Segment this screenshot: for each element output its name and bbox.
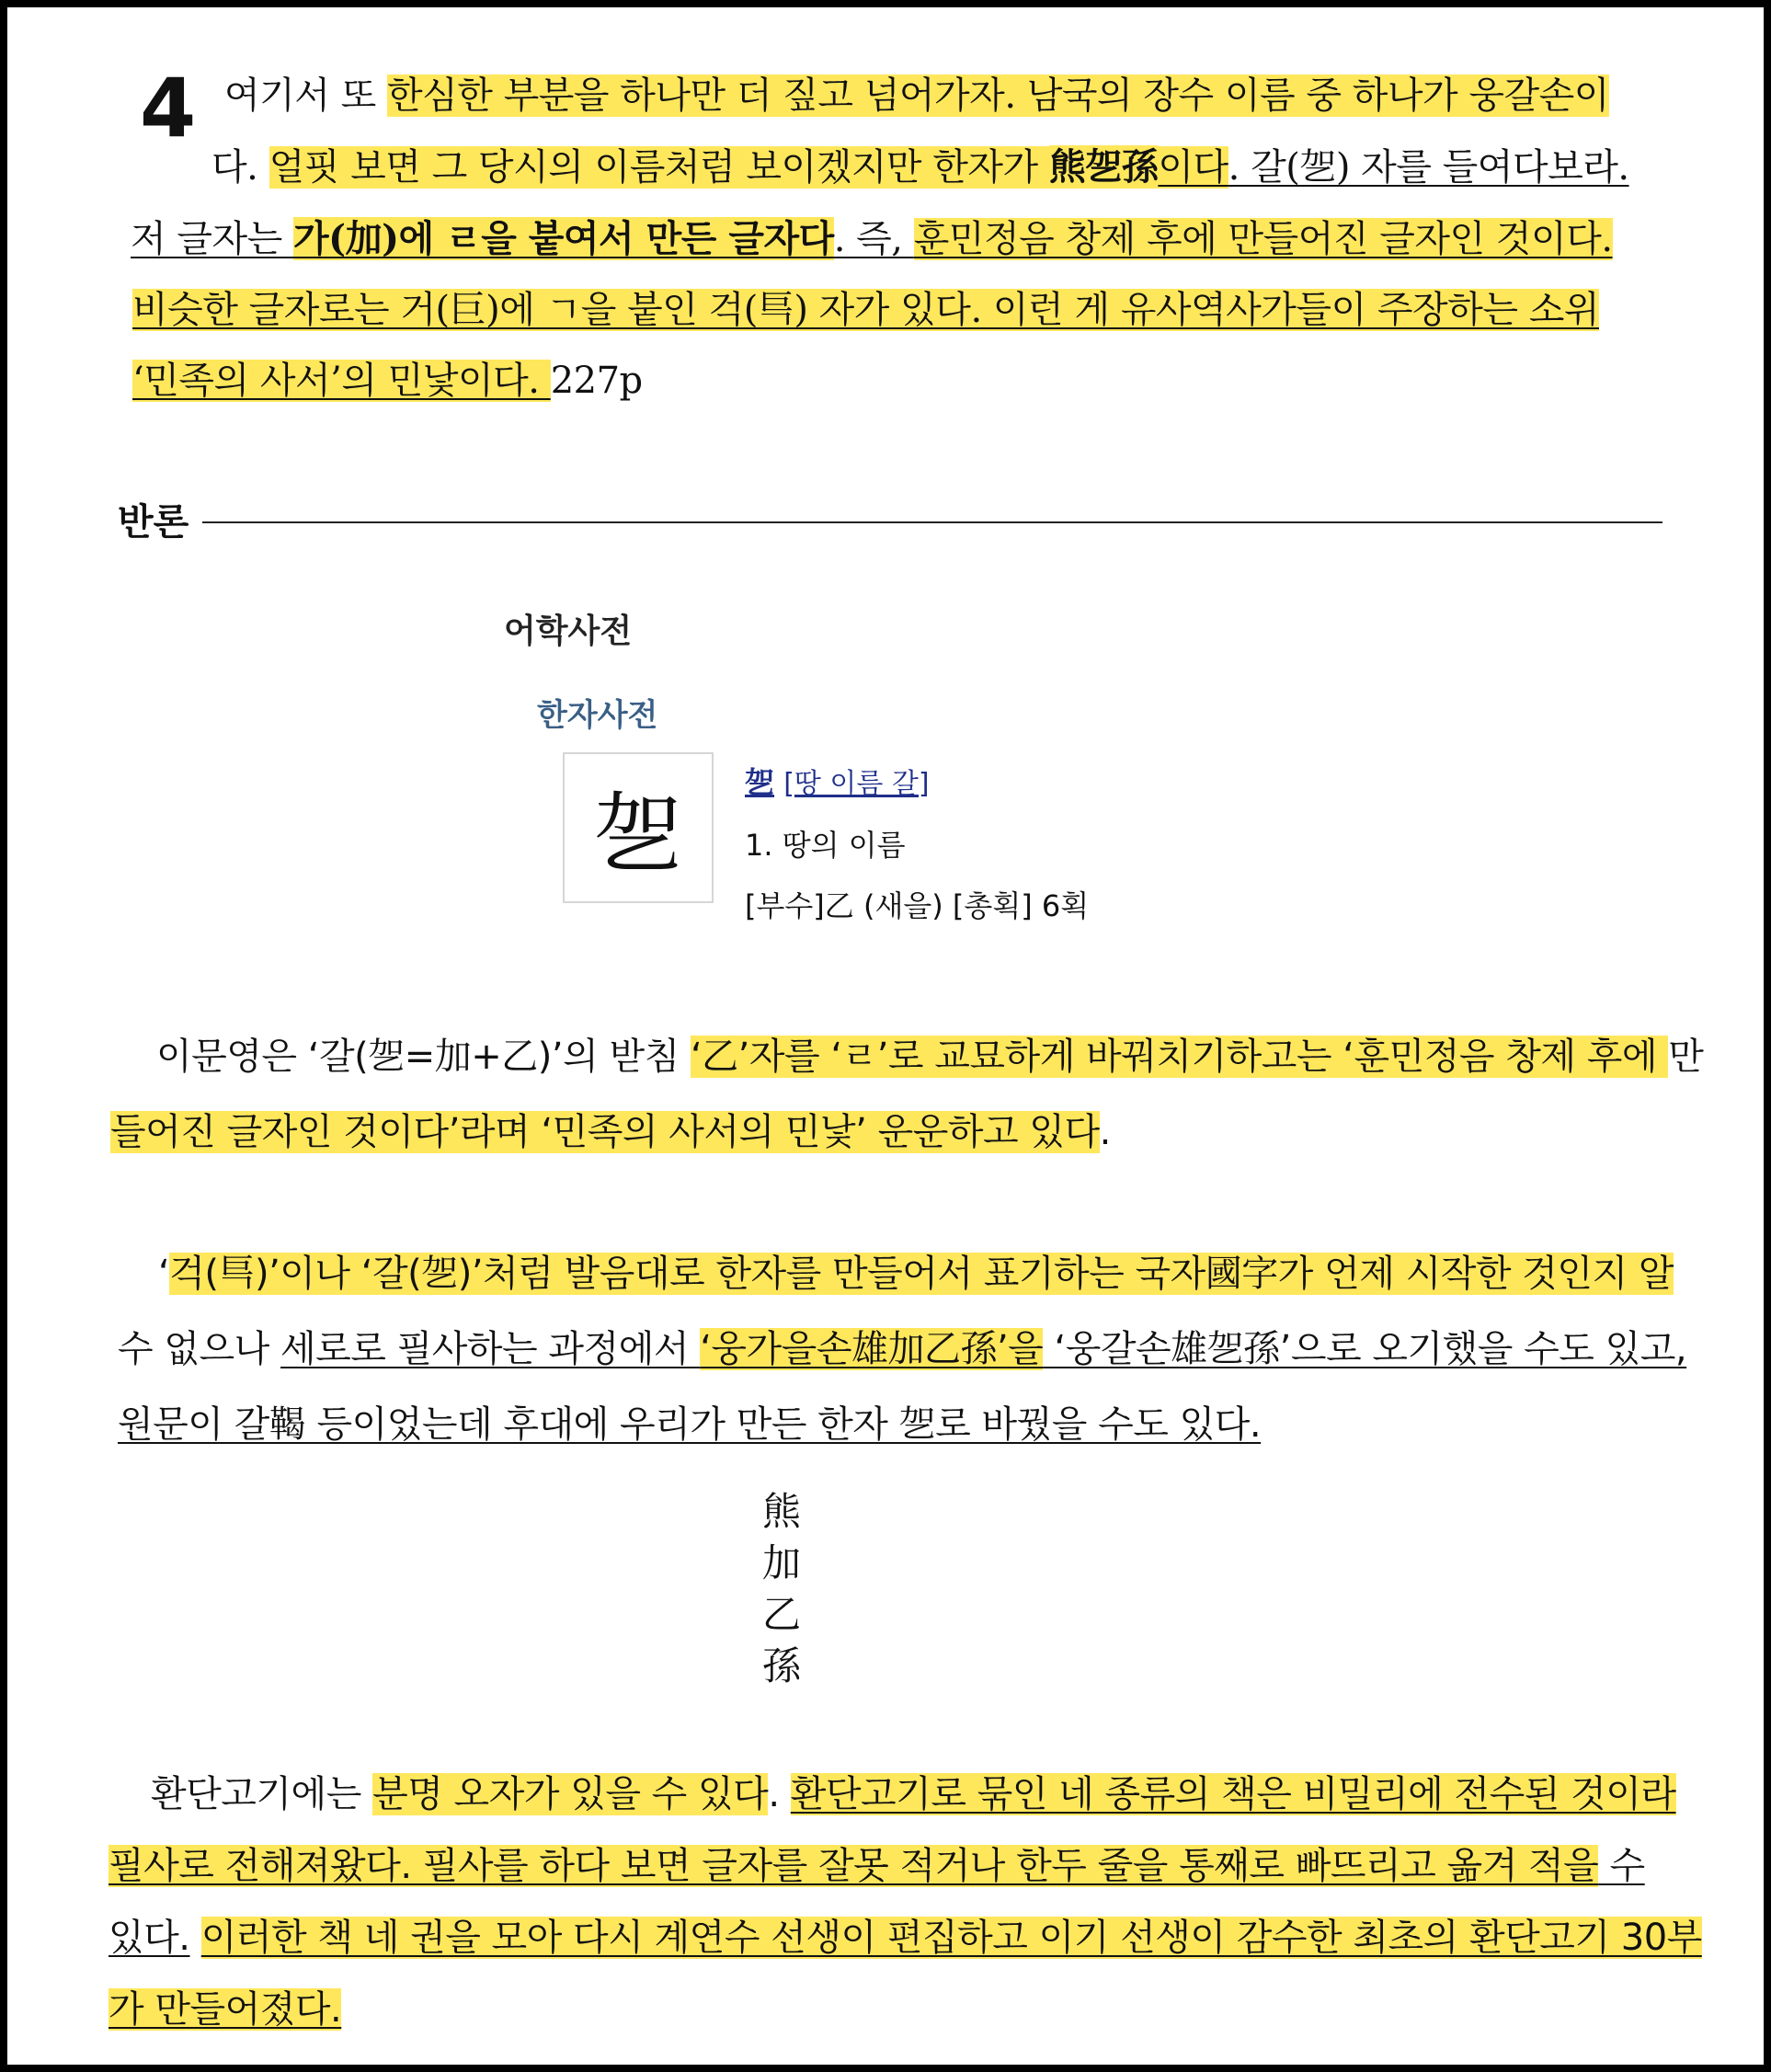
quote-line-1: 여기서 또 한심한 부분을 하나만 더 짚고 넘어가자. 남국의 장수 이름 중 하나가 웅갈손이	[224, 74, 1609, 117]
entry-link[interactable]: 乫	[745, 765, 775, 800]
entry-hint[interactable]: [땅 이름 갈]	[783, 768, 930, 800]
dictionary-title: 어학사전	[504, 612, 633, 650]
divider	[202, 521, 1662, 523]
quoted-passage	[132, 61, 1686, 417]
quote-line-2: 다. 얼핏 보면 그 당시의 이름처럼 보이겠지만 한자가 熊乫孫이다. 갈(乫) 자를 들여다보라.	[211, 145, 1629, 189]
highlight: 한심한 부분을 하나만 더 짚고 넘어가자. 남국의 장수 이름 중 하나가 웅갈손이	[387, 74, 1609, 117]
character-box	[563, 752, 714, 903]
vertical-text: 熊 加 乙 孫	[761, 1489, 801, 1689]
page-reference: 227p	[550, 360, 643, 402]
quote-line-3: 저 글자는 가(加)에 ㄹ을 붙여서 만든 글자다. 즉, 훈민정음 창제 후에 만들어진 글자인 것이다.	[131, 217, 1613, 260]
dictionary-subtitle: 한자사전	[537, 697, 658, 734]
rebuttal-heading	[118, 495, 1662, 550]
paragraph-2: ‘걱(巪)’이나 ‘갈(乫)’처럼 발음대로 한자를 만들어서 표기하는 국자國字가 언제 시작한 것인지 알 수 없으나 세로로 필사하는 과정에서 ‘웅가을손雄加乙孫’을 ‘웅갈손雄乫孫’으로 오기했을 수도 있고, 원문이 갈鞨 등이었는데 후대에 우리가 만든 한자 乫로 바꿨을 수도 있다.	[118, 1253, 1687, 1446]
rebuttal-label: 반론	[118, 501, 189, 544]
page	[7, 7, 1764, 2065]
dictionary-entry	[745, 752, 1089, 936]
quote-line-5: ‘민족의 사서’의 민낯이다. 227p	[132, 360, 643, 402]
character-glyph: 乫	[594, 783, 682, 887]
entry-meaning: 1. 땅의 이름	[745, 828, 906, 863]
entry-radical: [부수]乙 (새을) [총획] 6획	[745, 888, 1090, 923]
paragraph-3: 환단고기에는 분명 오자가 있을 수 있다. 환단고기로 묶인 네 종류의 책은 비밀리에 전수된 것이라 필사로 전해져왔다. 필사를 하다 보면 글자를 잘못 적거나 한두 줄을 통째로 빠뜨리고 옮겨 적을 수 있다. 이러한 책 네 권을 모아 다시 계연수 선생이 편집하고 이기 선생이 감수한 최초의 환단고기 30부 가 만들어졌다.	[109, 1773, 1702, 2031]
paragraph-1: 이문영은 ‘갈(乫=加+乙)’의 받침 ‘乙’자를 ‘ㄹ’로 교묘하게 바꿔치기하고는 ‘훈민정음 창제 후에 만 들어진 글자인 것이다’라며 ‘민족의 사서의 민낯’ 운운하고 있다.	[110, 1036, 1704, 1153]
dictionary-clip	[504, 596, 1203, 945]
quote-number: 4	[140, 61, 196, 155]
quote-line-4: 비슷한 글자로는 거(巨)에 ㄱ을 붙인 걱(巪) 자가 있다. 이런 게 유사역사가들이 주장하는 소위	[132, 289, 1599, 331]
